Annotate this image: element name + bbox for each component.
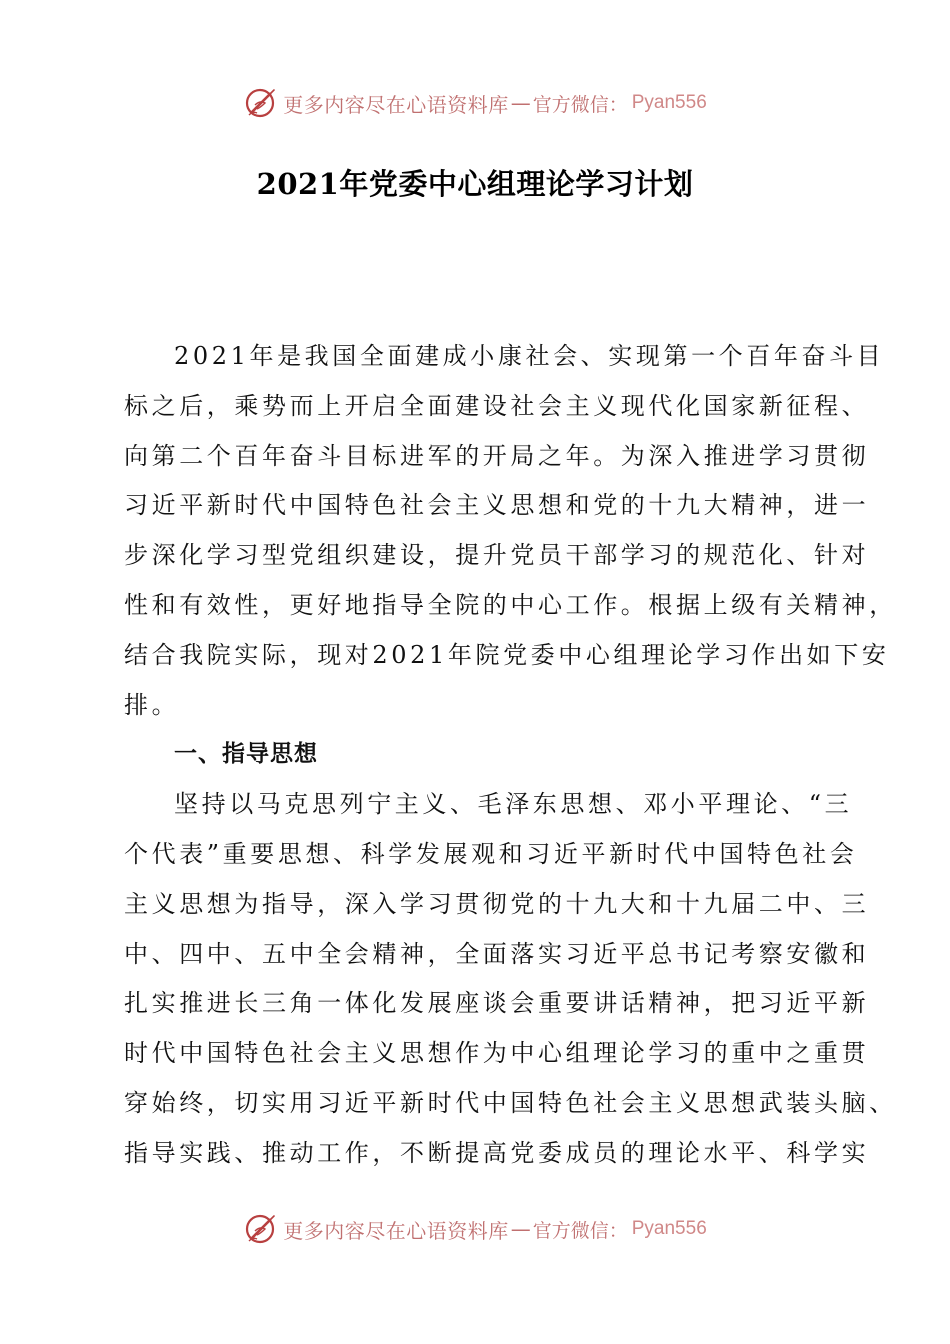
header-banner	[0, 83, 950, 123]
banner-wechat-id: Pyan556	[631, 92, 707, 113]
paragraph-line: 时代中国特色社会主义思想作为中心组理论学习的重中之重贯	[124, 1039, 870, 1068]
pen-logo-icon	[243, 1211, 279, 1247]
paragraph-line: 扎实推进长三角一体化发展座谈会重要讲话精神，把习近平新	[124, 989, 870, 1018]
paragraph-line: 主义思想为指导，深入学习贯彻党的十九大和十九届二中、三	[124, 889, 870, 918]
paragraph-line: 向第二个百年奋斗目标进军的开局之年。为深入推进学习贯彻	[124, 441, 870, 470]
paragraph-line: 中、四中、五中全会精神，全面落实习近平总书记考察安徽和	[124, 939, 870, 968]
banner-separator: —	[510, 91, 531, 115]
banner-wechat-label: 官方微信：	[532, 93, 628, 116]
banner-wechat-label: 官方微信：	[532, 1219, 628, 1242]
paragraph-line: 习近平新时代中国特色社会主义思想和党的十九大精神，进一	[124, 491, 870, 520]
paragraph-line: 2021年是我国全面建成小康社会、实现第一个百年奋斗目	[174, 342, 885, 370]
paragraph-line: 指导实践、推动工作，不断提高党委成员的理论水平、科学实	[124, 1138, 870, 1167]
paragraph-line: 标之后，乘势而上开启全面建设社会主义现代化国家新征程、	[124, 391, 870, 420]
banner-wechat-id: Pyan556	[631, 1218, 707, 1239]
document-title: 2021年党委中心组理论学习计划	[256, 167, 694, 201]
paragraph-line: 排。	[124, 690, 180, 719]
section-heading-guiding-ideology: 一、指导思想	[174, 741, 318, 768]
paragraph-line: 个代表”重要思想、科学发展观和习近平新时代中国特色社会	[124, 839, 858, 868]
paragraph-line: 穿始终，切实用习近平新时代中国特色社会主义思想武装头脑、	[124, 1088, 897, 1117]
banner-separator: —	[510, 1217, 531, 1241]
banner-text: 更多内容尽在心语资料库	[283, 92, 509, 117]
document-body	[124, 332, 897, 1179]
guiding-ideology-paragraph	[124, 780, 897, 1178]
paragraph-line: 步深化学习型党组织建设，提升党员干部学习的规范化、针对	[124, 541, 870, 570]
paragraph-line: 结合我院实际，现对2021年院党委中心组理论学习作出如下安	[124, 640, 890, 669]
paragraph-line: 性和有效性，更好地指导全院的中心工作。根据上级有关精神，	[124, 590, 897, 619]
intro-paragraph	[124, 332, 897, 730]
pen-logo-icon	[243, 85, 279, 121]
paragraph-line: 坚持以马克思列宁主义、毛泽东思想、邓小平理论、“三	[174, 790, 853, 819]
footer-banner	[0, 1209, 950, 1249]
banner-text: 更多内容尽在心语资料库	[283, 1218, 509, 1243]
